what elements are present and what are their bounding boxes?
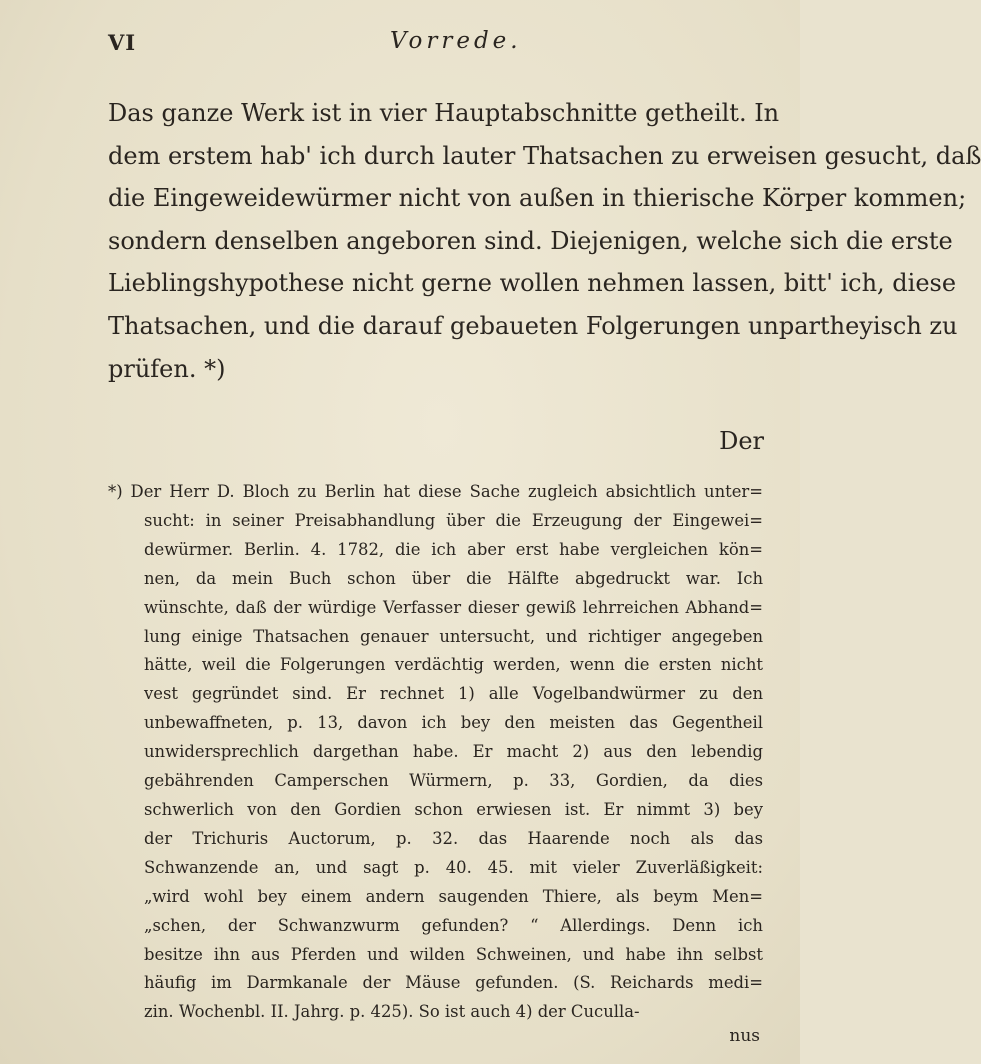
footnote-line: besitze ihn aus Pferden und wilden Schweinen, und habe ihn selbst xyxy=(144,944,763,964)
footnote-line: „wird wohl bey einem andern saugenden Thiere, als beym Men= xyxy=(144,886,763,906)
text-line: prüfen. *) xyxy=(108,354,226,383)
text-line: die Eingeweidewürmer nicht von außen in thierische Körper kommen; xyxy=(108,184,967,213)
footnote-line: schwerlich von den Gordien schon erwiesen ist. Er nimmt 3) bey xyxy=(144,799,763,819)
footnote-line: gebährenden Camperschen Würmern, p. 33, Gordien, da dies xyxy=(144,771,763,791)
footnote-line: Schwanzende an, und sagt p. 40. 45. mit vieler Zuverläßigkeit: xyxy=(144,857,763,877)
footnote xyxy=(108,478,763,1027)
footnote-catchword: nus xyxy=(729,1026,760,1046)
running-head: Vorrede. xyxy=(390,28,522,54)
footnote-line: vest gegründet sind. Er rechnet 1) alle Vogelbandwürmer zu den xyxy=(144,684,763,704)
text-line: Das ganze Werk ist in vier Hauptabschnitte getheilt. In xyxy=(108,99,780,127)
text-line: Lieblingshypothese nicht gerne wollen nehmen lassen, bitt' ich, diese xyxy=(108,269,957,298)
footnote-line: hätte, weil die Folgerungen verdächtig werden, wenn die ersten nicht xyxy=(144,655,763,675)
page-number: VI xyxy=(108,30,137,55)
text-line: sondern denselben angeboren sind. Diejenigen, welche sich die erste xyxy=(108,226,953,255)
main-paragraph xyxy=(108,92,981,390)
catchword: Der xyxy=(719,427,764,455)
footnote-line: nen, da mein Buch schon über die Hälfte abgedruckt war. Ich xyxy=(144,568,763,588)
footnote-line: der Trichuris Auctorum, p. 32. das Haarende noch als das xyxy=(144,828,763,848)
footnote-line: unwidersprechlich dargethan habe. Er macht 2) aus den lebendig xyxy=(144,742,763,762)
footnote-line: dewürmer. Berlin. 4. 1782, die ich aber erst habe vergleichen kön= xyxy=(144,539,763,559)
footnote-line: „schen, der Schwanzwurm gefunden? “ Allerdings. Denn ich xyxy=(144,915,763,935)
page-header xyxy=(0,22,800,62)
footnote-line: wünschte, daß der würdige Verfasser dieser gewiß lehrreichen Abhand= xyxy=(144,597,763,617)
footnote-line: zin. Wochenbl. II. Jahrg. p. 425). So ist auch 4) der Cuculla- xyxy=(144,1002,640,1022)
footnote-line: *) Der Herr D. Bloch zu Berlin hat diese Sache zugleich absichtlich unter= xyxy=(108,482,763,501)
footnote-line: sucht: in seiner Preisabhandlung über die Erzeugung der Eingewei= xyxy=(144,510,763,530)
footnote-line: unbewaffneten, p. 13, davon ich bey den meisten das Gegentheil xyxy=(144,713,763,733)
footnote-line: lung einige Thatsachen genauer untersucht, und richtiger angegeben xyxy=(144,626,763,646)
text-line: Thatsachen, und die darauf gebaueten Folgerungen unpartheyisch zu xyxy=(108,311,958,340)
text-line: dem erstem hab' ich durch lauter Thatsachen zu erweisen gesucht, daß xyxy=(108,141,981,170)
footnote-line: häufig im Darmkanale der Mäuse gefunden. (S. Reichards medi= xyxy=(144,973,763,993)
